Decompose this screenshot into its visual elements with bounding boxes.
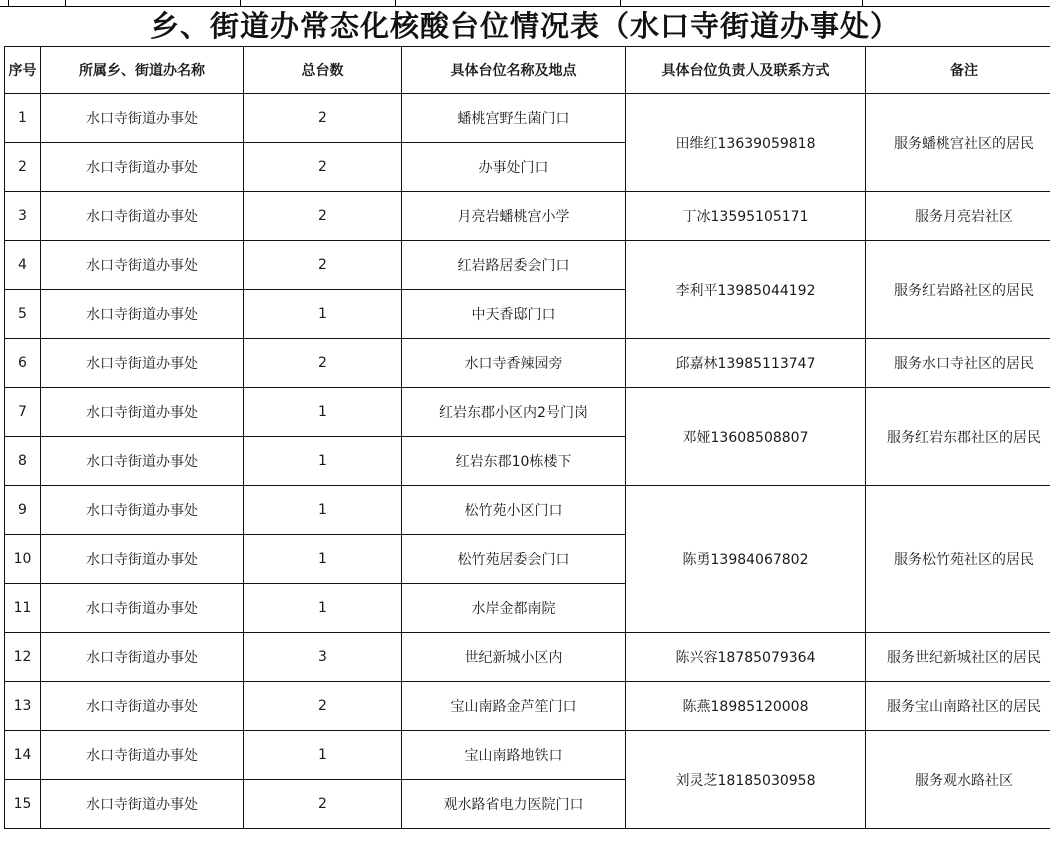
- cell-remark: 服务世纪新城社区的居民: [866, 633, 1050, 682]
- cell-location: 办事处门口: [402, 143, 626, 192]
- cell-remark: 服务宝山南路社区的居民: [866, 682, 1050, 731]
- cell-district: 水口寺街道办事处: [41, 486, 244, 535]
- header-seq: 序号: [5, 47, 41, 94]
- cell-location: 宝山南路地铁口: [402, 731, 626, 780]
- cell-remark: 服务水口寺社区的居民: [866, 339, 1050, 388]
- cell-seq: 11: [5, 584, 41, 633]
- header-district: 所属乡、街道办名称: [41, 47, 244, 94]
- cell-district: 水口寺街道办事处: [41, 388, 244, 437]
- cell-seq: 2: [5, 143, 41, 192]
- cell-remark: 服务红岩东郡社区的居民: [866, 388, 1050, 486]
- cell-total: 1: [244, 388, 402, 437]
- cell-seq: 15: [5, 780, 41, 829]
- table-header-row: [5, 47, 1050, 94]
- cell-location: 观水路省电力医院门口: [402, 780, 626, 829]
- cell-seq: 3: [5, 192, 41, 241]
- cell-total: 2: [244, 682, 402, 731]
- cell-location: 蟠桃宫野生菌门口: [402, 94, 626, 143]
- cell-contact: 陈兴容18785079364: [626, 633, 866, 682]
- cell-seq: 7: [5, 388, 41, 437]
- cell-seq: 5: [5, 290, 41, 339]
- cell-location: 红岩东郡小区内2号门岗: [402, 388, 626, 437]
- cell-contact: 陈勇13984067802: [626, 486, 866, 633]
- cell-total: 1: [244, 290, 402, 339]
- cell-seq: 13: [5, 682, 41, 731]
- cell-location: 水岸金都南院: [402, 584, 626, 633]
- table-row: [5, 682, 1050, 731]
- table-row: [5, 633, 1050, 682]
- cell-total: 1: [244, 535, 402, 584]
- header-location: 具体台位名称及地点: [402, 47, 626, 94]
- cell-district: 水口寺街道办事处: [41, 437, 244, 486]
- cell-district: 水口寺街道办事处: [41, 584, 244, 633]
- cell-district: 水口寺街道办事处: [41, 192, 244, 241]
- cell-total: 2: [244, 192, 402, 241]
- cell-seq: 9: [5, 486, 41, 535]
- cell-seq: 4: [5, 241, 41, 290]
- cell-location: 水口寺香辣园旁: [402, 339, 626, 388]
- table-row: [5, 486, 1050, 535]
- cell-remark: 服务蟠桃宫社区的居民: [866, 94, 1050, 192]
- cell-contact: 邓娅13608508807: [626, 388, 866, 486]
- cell-district: 水口寺街道办事处: [41, 682, 244, 731]
- cell-total: 2: [244, 780, 402, 829]
- cell-total: 2: [244, 339, 402, 388]
- cell-district: 水口寺街道办事处: [41, 633, 244, 682]
- cell-total: 1: [244, 584, 402, 633]
- cell-total: 2: [244, 94, 402, 143]
- cell-district: 水口寺街道办事处: [41, 535, 244, 584]
- cell-location: 松竹苑小区门口: [402, 486, 626, 535]
- sheet-title: 乡、街道办常态化核酸台位情况表（水口寺街道办事处）: [149, 9, 900, 43]
- table-row: [5, 339, 1050, 388]
- cell-district: 水口寺街道办事处: [41, 241, 244, 290]
- cell-total: 3: [244, 633, 402, 682]
- cell-contact: 丁冰13595105171: [626, 192, 866, 241]
- cell-location: 红岩东郡10栋楼下: [402, 437, 626, 486]
- cell-total: 1: [244, 486, 402, 535]
- cell-remark: 服务月亮岩社区: [866, 192, 1050, 241]
- header-contact: 具体台位负责人及联系方式: [626, 47, 866, 94]
- cell-total: 2: [244, 143, 402, 192]
- cell-remark: 服务松竹苑社区的居民: [866, 486, 1050, 633]
- cell-total: 2: [244, 241, 402, 290]
- header-remark: 备注: [866, 47, 1050, 94]
- cell-location: 红岩路居委会门口: [402, 241, 626, 290]
- cell-district: 水口寺街道办事处: [41, 780, 244, 829]
- table-row: [5, 731, 1050, 780]
- cell-total: 1: [244, 437, 402, 486]
- cell-contact: 邱嘉林13985113747: [626, 339, 866, 388]
- cell-location: 世纪新城小区内: [402, 633, 626, 682]
- cell-seq: 1: [5, 94, 41, 143]
- cell-seq: 10: [5, 535, 41, 584]
- table-row: [5, 94, 1050, 143]
- cell-district: 水口寺街道办事处: [41, 290, 244, 339]
- cell-total: 1: [244, 731, 402, 780]
- header-total: 总台数: [244, 47, 402, 94]
- cell-location: 中天香邸门口: [402, 290, 626, 339]
- table-row: [5, 241, 1050, 290]
- cell-location: 宝山南路金芦笙门口: [402, 682, 626, 731]
- cell-contact: 陈燕18985120008: [626, 682, 866, 731]
- table-row: [5, 388, 1050, 437]
- cell-remark: 服务红岩路社区的居民: [866, 241, 1050, 339]
- cell-contact: 李利平13985044192: [626, 241, 866, 339]
- table-row: [5, 192, 1050, 241]
- cell-district: 水口寺街道办事处: [41, 143, 244, 192]
- testing-sites-table: [4, 46, 1050, 829]
- cell-seq: 12: [5, 633, 41, 682]
- cell-location: 月亮岩蟠桃宫小学: [402, 192, 626, 241]
- cell-seq: 8: [5, 437, 41, 486]
- cell-district: 水口寺街道办事处: [41, 94, 244, 143]
- cell-remark: 服务观水路社区: [866, 731, 1050, 829]
- cell-seq: 14: [5, 731, 41, 780]
- cell-seq: 6: [5, 339, 41, 388]
- cell-district: 水口寺街道办事处: [41, 339, 244, 388]
- cell-district: 水口寺街道办事处: [41, 731, 244, 780]
- cell-contact: 刘灵芝18185030958: [626, 731, 866, 829]
- cell-contact: 田维红13639059818: [626, 94, 866, 192]
- cell-location: 松竹苑居委会门口: [402, 535, 626, 584]
